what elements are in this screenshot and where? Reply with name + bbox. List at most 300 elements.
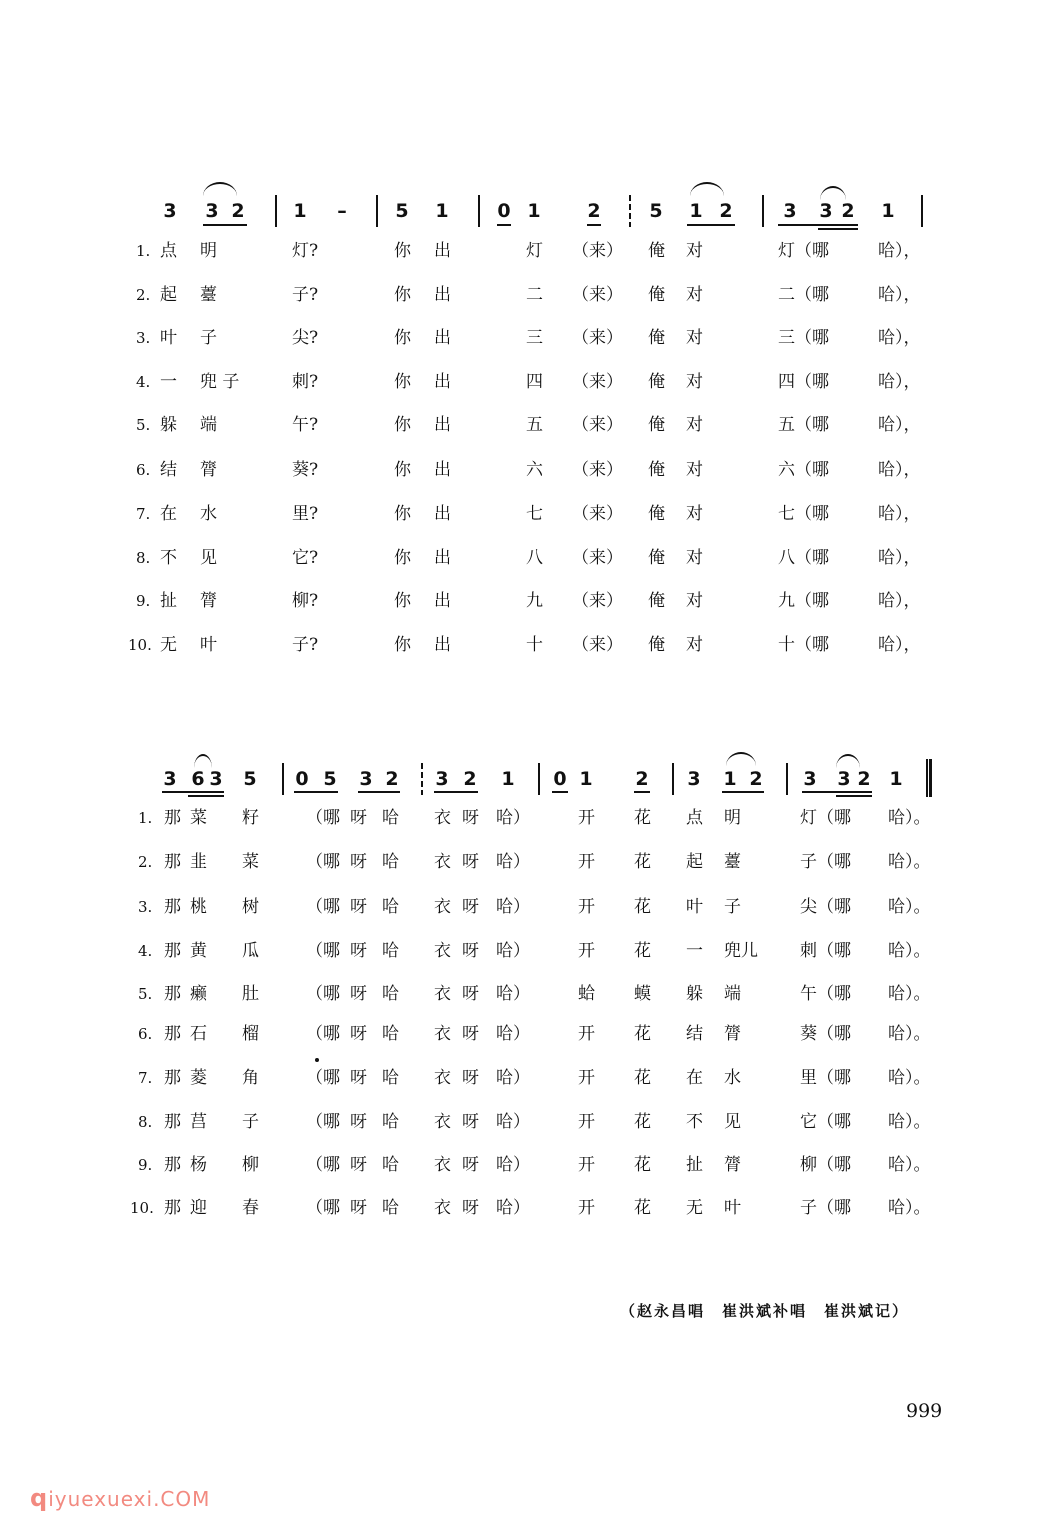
lyric-syllable: 子? <box>292 285 319 305</box>
lyric-syllable: 叶 <box>724 1198 741 1218</box>
verse-number: 1. <box>136 242 151 260</box>
lyric-syllable: 肚 <box>242 984 259 1004</box>
lyric-syllable: 二（哪 <box>778 285 829 305</box>
lyric-syllable: 出 <box>434 328 451 348</box>
note: 3 <box>783 200 797 222</box>
lyric-syllable: 衣 <box>434 1155 451 1175</box>
lyric-syllable: 哈）。 <box>888 1068 931 1088</box>
lyric-syllable: 哈）。 <box>888 941 931 961</box>
lyric-syllable: 对 <box>686 504 703 524</box>
lyric-syllable: 叶 <box>200 635 217 655</box>
slur <box>836 754 860 768</box>
lyric-syllable: 无 <box>686 1198 703 1218</box>
note: 3 <box>359 768 373 790</box>
lyric-syllable: 膂 <box>724 1024 741 1044</box>
lyric-syllable: 你 <box>394 635 411 655</box>
lyric-syllable: 哈） <box>496 1198 530 1218</box>
lyric-syllable: 尖（哪 <box>800 897 851 917</box>
lyric-syllable: 你 <box>394 372 411 392</box>
lyric-syllable: 哈）。 <box>888 1198 931 1218</box>
underline <box>294 791 338 793</box>
lyric-syllable: 四 <box>526 372 543 392</box>
lyric-syllable: 哈） <box>496 1024 530 1044</box>
bar-line-dashed <box>421 763 423 795</box>
verse-number: 7. <box>138 1069 153 1087</box>
underline <box>188 795 224 797</box>
lyric-syllable: 哈 <box>382 1198 399 1218</box>
lyric-syllable: 出 <box>434 548 451 568</box>
note: 3 <box>209 768 223 790</box>
lyric-syllable: 哈）， <box>878 372 921 392</box>
lyric-syllable: 子? <box>292 635 319 655</box>
lyric-syllable: 角 <box>242 1068 259 1088</box>
lyric-syllable: 呀 <box>462 1068 479 1088</box>
lyric-syllable: 癞 <box>190 984 207 1004</box>
lyric-syllable: 灯（哪 <box>800 808 851 828</box>
lyric-syllable: 哈）。 <box>888 1155 931 1175</box>
note: 3 <box>819 200 833 222</box>
lyric-syllable: 蟆 <box>634 984 651 1004</box>
lyric-syllable: 结 <box>160 460 177 480</box>
lyric-syllable: 子 <box>242 1112 259 1132</box>
note: 3 <box>163 200 177 222</box>
lyric-syllable: 呀 <box>462 1024 479 1044</box>
lyric-syllable: （来） <box>572 328 623 348</box>
lyric-syllable: 无 <box>160 635 177 655</box>
lyric-syllable: 榴 <box>242 1024 259 1044</box>
lyric-syllable: 点 <box>686 808 703 828</box>
note: 2 <box>231 200 245 222</box>
accent-dot <box>315 1058 319 1062</box>
lyric-syllable: 哈）。 <box>888 1024 931 1044</box>
lyric-syllable: 哈） <box>496 808 530 828</box>
lyric-syllable: 开 <box>578 852 595 872</box>
lyric-syllable: 对 <box>686 241 703 261</box>
lyric-syllable: 哈）， <box>878 328 921 348</box>
lyric-syllable: 衣 <box>434 852 451 872</box>
lyric-syllable: 哈）， <box>878 285 921 305</box>
lyric-syllable: 呀 <box>462 808 479 828</box>
lyric-syllable: 俺 <box>648 635 665 655</box>
lyric-syllable: 出 <box>434 372 451 392</box>
note: 2 <box>857 768 871 790</box>
lyric-syllable: 呀 <box>350 1068 367 1088</box>
bar-line <box>376 195 378 227</box>
lyric-syllable: 刺? <box>292 372 319 392</box>
final-bar-line <box>926 759 932 797</box>
lyric-syllable: 五（哪 <box>778 415 829 435</box>
lyric-syllable: 那 <box>164 1198 181 1218</box>
lyric-syllable: 葵? <box>292 460 319 480</box>
lyric-syllable: （来） <box>572 591 623 611</box>
note: 3 <box>435 768 449 790</box>
lyric-syllable: 那 <box>164 897 181 917</box>
lyric-syllable: 三 <box>526 328 543 348</box>
lyric-syllable: 八（哪 <box>778 548 829 568</box>
lyric-syllable: 灯? <box>292 241 319 261</box>
note: – <box>337 200 347 222</box>
lyric-syllable: （哪 <box>306 808 340 828</box>
lyric-syllable: 俺 <box>648 415 665 435</box>
lyric-syllable: 午（哪 <box>800 984 851 1004</box>
lyric-syllable: 四（哪 <box>778 372 829 392</box>
lyric-syllable: 叶 <box>160 328 177 348</box>
lyric-syllable: （哪 <box>306 984 340 1004</box>
note: 1 <box>579 768 593 790</box>
lyric-syllable: 呀 <box>462 897 479 917</box>
lyric-syllable: （哪 <box>306 852 340 872</box>
lyric-syllable: 里（哪 <box>800 1068 851 1088</box>
lyric-syllable: 哈） <box>496 1112 530 1132</box>
lyric-syllable: 起 <box>160 285 177 305</box>
lyric-syllable: 你 <box>394 591 411 611</box>
lyric-syllable: 呀 <box>462 1198 479 1218</box>
note: 3 <box>837 768 851 790</box>
lyric-syllable: （来） <box>572 460 623 480</box>
lyric-syllable: 瓜 <box>242 941 259 961</box>
lyric-syllable: （哪 <box>306 1198 340 1218</box>
lyric-syllable: 杨 <box>190 1155 207 1175</box>
lyric-syllable: 哈）。 <box>888 897 931 917</box>
lyric-syllable: 石 <box>190 1024 207 1044</box>
verse-number: 3. <box>136 329 151 347</box>
note: 2 <box>587 200 601 222</box>
lyric-syllable: 你 <box>394 328 411 348</box>
lyric-syllable: 扯 <box>160 591 177 611</box>
lyric-syllable: 不 <box>160 548 177 568</box>
lyric-syllable: 躲 <box>160 415 177 435</box>
watermark <box>30 1484 210 1512</box>
bar-line-dashed <box>629 195 631 227</box>
lyric-syllable: 九 <box>526 591 543 611</box>
lyric-syllable: 菱 <box>190 1068 207 1088</box>
lyric-syllable: 那 <box>164 1112 181 1132</box>
lyric-syllable: 出 <box>434 635 451 655</box>
lyric-syllable: 那 <box>164 808 181 828</box>
underline <box>552 791 568 793</box>
lyric-syllable: 七 <box>526 504 543 524</box>
lyric-syllable: 衣 <box>434 1068 451 1088</box>
lyric-syllable: 哈 <box>382 1155 399 1175</box>
lyric-syllable: 你 <box>394 460 411 480</box>
credit-line: （赵永昌唱 崔洪斌补唱 崔洪斌记） <box>620 1302 910 1320</box>
lyric-syllable: （哪 <box>306 1155 340 1175</box>
note: 5 <box>323 768 337 790</box>
lyric-syllable: 菜 <box>190 808 207 828</box>
lyric-syllable: 籽 <box>242 808 259 828</box>
lyric-syllable: 哈）。 <box>888 808 931 828</box>
lyric-syllable: 子（哪 <box>800 852 851 872</box>
underline <box>687 224 735 226</box>
lyric-syllable: 那 <box>164 852 181 872</box>
note: 1 <box>723 768 737 790</box>
lyric-syllable: 尖? <box>292 328 319 348</box>
lyric-syllable: 那 <box>164 1024 181 1044</box>
lyric-syllable: 呀 <box>350 1024 367 1044</box>
note: 1 <box>501 768 515 790</box>
lyric-syllable: 对 <box>686 372 703 392</box>
lyric-syllable: 哈）。 <box>888 984 931 1004</box>
note: 1 <box>435 200 449 222</box>
lyric-syllable: 俺 <box>648 372 665 392</box>
lyric-syllable: 呀 <box>350 1112 367 1132</box>
lyric-syllable: （哪 <box>306 1068 340 1088</box>
lyric-syllable: （来） <box>572 548 623 568</box>
lyric-syllable: 哈 <box>382 808 399 828</box>
lyric-syllable: 开 <box>578 1112 595 1132</box>
lyric-syllable: 花 <box>634 852 651 872</box>
lyric-syllable: 呀 <box>350 984 367 1004</box>
lyric-syllable: 膂 <box>724 1155 741 1175</box>
lyric-syllable: 扯 <box>686 1155 703 1175</box>
lyric-syllable: 对 <box>686 460 703 480</box>
verse-number: 2. <box>138 853 153 871</box>
lyric-syllable: 哈 <box>382 984 399 1004</box>
lyric-syllable: 衣 <box>434 941 451 961</box>
lyric-syllable: 明 <box>724 808 741 828</box>
underline <box>722 791 764 793</box>
lyric-syllable: （来） <box>572 415 623 435</box>
lyric-syllable: 哈）。 <box>888 1112 931 1132</box>
lyric-syllable: 对 <box>686 591 703 611</box>
underline <box>203 224 247 226</box>
lyric-syllable: 俺 <box>648 548 665 568</box>
lyric-syllable: 那 <box>164 984 181 1004</box>
lyric-syllable: 一 <box>160 372 177 392</box>
lyric-syllable: 哈） <box>496 897 530 917</box>
lyric-syllable: 对 <box>686 548 703 568</box>
lyric-syllable: 哈） <box>496 852 530 872</box>
note: 2 <box>635 768 649 790</box>
lyric-syllable: 哈 <box>382 1068 399 1088</box>
lyric-syllable: 哈） <box>496 1155 530 1175</box>
lyric-syllable: 衣 <box>434 808 451 828</box>
lyric-syllable: 对 <box>686 285 703 305</box>
page-number: 999 <box>906 1400 943 1422</box>
lyric-syllable: 你 <box>394 241 411 261</box>
lyric-syllable: 哈）， <box>878 460 921 480</box>
lyric-syllable: 灯 <box>526 241 543 261</box>
lyric-syllable: 哈 <box>382 1024 399 1044</box>
lyric-syllable: 衣 <box>434 897 451 917</box>
verse-number: 5. <box>138 985 153 1003</box>
lyric-syllable: 呀 <box>350 808 367 828</box>
lyric-syllable: 哈）。 <box>888 852 931 872</box>
note: 0 <box>497 200 511 222</box>
lyric-syllable: 莒 <box>190 1112 207 1132</box>
lyric-syllable: 那 <box>164 1155 181 1175</box>
lyric-syllable: 出 <box>434 504 451 524</box>
note: 2 <box>841 200 855 222</box>
underline <box>497 224 511 226</box>
verse-number: 6. <box>136 461 151 479</box>
lyric-syllable: 出 <box>434 460 451 480</box>
lyric-syllable: 一 <box>686 941 703 961</box>
lyric-syllable: （哪 <box>306 1112 340 1132</box>
lyric-syllable: 开 <box>578 1068 595 1088</box>
lyric-syllable: 五 <box>526 415 543 435</box>
note: 3 <box>687 768 701 790</box>
lyric-syllable: 呀 <box>350 897 367 917</box>
lyric-syllable: 哈 <box>382 1112 399 1132</box>
verse-number: 7. <box>136 505 151 523</box>
verse-number: 9. <box>136 592 151 610</box>
lyric-syllable: 九（哪 <box>778 591 829 611</box>
lyric-syllable: 子 <box>724 897 741 917</box>
lyric-syllable: 兜儿 <box>724 941 758 961</box>
lyric-syllable: 俺 <box>648 460 665 480</box>
lyric-syllable: 在 <box>686 1068 703 1088</box>
lyric-syllable: 呀 <box>350 941 367 961</box>
slur <box>203 182 237 196</box>
lyric-syllable: 端 <box>724 984 741 1004</box>
lyric-syllable: 哈 <box>382 852 399 872</box>
lyric-syllable: 衣 <box>434 1198 451 1218</box>
verse-number: 4. <box>136 373 151 391</box>
lyric-syllable: 那 <box>164 1068 181 1088</box>
lyric-syllable: 哈 <box>382 897 399 917</box>
underline <box>358 791 400 793</box>
lyric-syllable: 二 <box>526 285 543 305</box>
lyric-syllable: 薹 <box>200 285 217 305</box>
lyric-syllable: 出 <box>434 285 451 305</box>
note: 3 <box>205 200 219 222</box>
lyric-syllable: 膂 <box>200 460 217 480</box>
lyric-syllable: 你 <box>394 548 411 568</box>
slur <box>726 752 756 766</box>
lyric-syllable: 起 <box>686 852 703 872</box>
lyric-syllable: （来） <box>572 241 623 261</box>
underline <box>802 791 872 793</box>
lyric-syllable: 呀 <box>462 852 479 872</box>
lyric-syllable: 俺 <box>648 285 665 305</box>
lyric-syllable: 三（哪 <box>778 328 829 348</box>
lyric-syllable: 衣 <box>434 984 451 1004</box>
lyric-syllable: 呀 <box>462 941 479 961</box>
lyric-syllable: 灯（哪 <box>778 241 829 261</box>
lyric-syllable: 子 <box>200 328 217 348</box>
underline <box>434 791 478 793</box>
bar-line <box>538 763 540 795</box>
lyric-syllable: 那 <box>164 941 181 961</box>
lyric-syllable: 花 <box>634 897 651 917</box>
note: 5 <box>649 200 663 222</box>
lyric-syllable: 俺 <box>648 504 665 524</box>
lyric-syllable: 哈） <box>496 1068 530 1088</box>
verse-number: 2. <box>136 286 151 304</box>
lyric-syllable: 见 <box>724 1112 741 1132</box>
lyric-syllable: 躲 <box>686 984 703 1004</box>
lyric-syllable: 刺（哪 <box>800 941 851 961</box>
lyric-syllable: 哈）， <box>878 241 921 261</box>
lyric-syllable: 开 <box>578 1155 595 1175</box>
lyric-syllable: 春 <box>242 1198 259 1218</box>
verse-number: 10. <box>130 1199 154 1217</box>
lyric-syllable: 水 <box>724 1068 741 1088</box>
lyric-syllable: 出 <box>434 241 451 261</box>
lyric-syllable: 不 <box>686 1112 703 1132</box>
note: 2 <box>463 768 477 790</box>
lyric-syllable: 俺 <box>648 591 665 611</box>
lyric-syllable: 明 <box>200 241 217 261</box>
lyric-syllable: 十（哪 <box>778 635 829 655</box>
lyric-syllable: 你 <box>394 285 411 305</box>
lyric-syllable: 叶 <box>686 897 703 917</box>
lyric-syllable: 子（哪 <box>800 1198 851 1218</box>
lyric-syllable: 哈）， <box>878 635 921 655</box>
lyric-syllable: 呀 <box>350 1198 367 1218</box>
bar-line <box>786 763 788 795</box>
note: 2 <box>749 768 763 790</box>
lyric-syllable: 哈） <box>496 941 530 961</box>
lyric-syllable: 结 <box>686 1024 703 1044</box>
note: 2 <box>385 768 399 790</box>
lyric-syllable: 六（哪 <box>778 460 829 480</box>
lyric-syllable: 开 <box>578 941 595 961</box>
lyric-syllable: （哪 <box>306 897 340 917</box>
lyric-syllable: 柳 <box>242 1155 259 1175</box>
lyric-syllable: （哪 <box>306 941 340 961</box>
bar-line <box>672 763 674 795</box>
lyric-syllable: 你 <box>394 415 411 435</box>
note: 1 <box>527 200 541 222</box>
bar-line <box>478 195 480 227</box>
lyric-syllable: 出 <box>434 415 451 435</box>
lyric-syllable: 对 <box>686 635 703 655</box>
lyric-syllable: 哈 <box>382 941 399 961</box>
lyric-syllable: （哪 <box>306 1024 340 1044</box>
bar-line <box>762 195 764 227</box>
lyric-syllable: 柳? <box>292 591 319 611</box>
lyric-syllable: 端 <box>200 415 217 435</box>
lyric-syllable: 出 <box>434 591 451 611</box>
lyric-syllable: 柳（哪 <box>800 1155 851 1175</box>
note: 3 <box>803 768 817 790</box>
lyric-syllable: 呀 <box>350 1155 367 1175</box>
slur <box>820 186 846 200</box>
verse-number: 5. <box>136 416 151 434</box>
lyric-syllable: 俺 <box>648 328 665 348</box>
lyric-syllable: 六 <box>526 460 543 480</box>
lyric-syllable: 哈） <box>496 984 530 1004</box>
bar-line <box>275 195 277 227</box>
lyric-syllable: 花 <box>634 1155 651 1175</box>
lyric-syllable: 花 <box>634 1198 651 1218</box>
lyric-syllable: 兜 子 <box>200 372 240 392</box>
note: 1 <box>889 768 903 790</box>
bar-line <box>921 195 923 227</box>
lyric-syllable: 呀 <box>462 984 479 1004</box>
note: 0 <box>553 768 567 790</box>
underline <box>162 791 224 793</box>
underline <box>778 224 858 226</box>
lyric-syllable: 花 <box>634 1068 651 1088</box>
note: 2 <box>719 200 733 222</box>
note: 1 <box>881 200 895 222</box>
lyric-syllable: 哈）， <box>878 504 921 524</box>
lyric-syllable: 开 <box>578 1024 595 1044</box>
verse-number: 8. <box>138 1113 153 1131</box>
note: 6 <box>191 768 205 790</box>
verse-number: 9. <box>138 1156 153 1174</box>
lyric-syllable: 午? <box>292 415 319 435</box>
lyric-syllable: 见 <box>200 548 217 568</box>
lyric-syllable: 哈）， <box>878 548 921 568</box>
lyric-syllable: 呀 <box>350 852 367 872</box>
bar-line <box>282 763 284 795</box>
underline <box>836 795 872 797</box>
note: 5 <box>243 768 257 790</box>
